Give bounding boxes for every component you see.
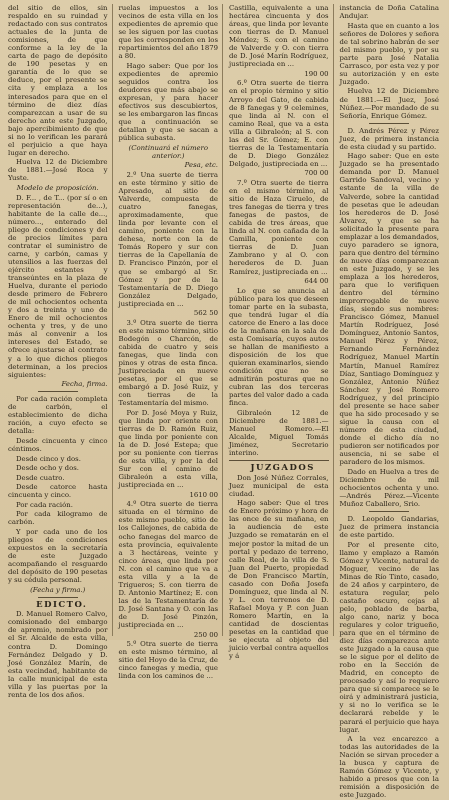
paragraph: Modelo de proposición.	[16, 184, 99, 193]
divider	[369, 123, 409, 124]
paragraph: (Continuará el número anterior.)	[128, 143, 208, 160]
section-heading: EDICTO.	[36, 599, 88, 610]
column-1	[6, 4, 113, 699]
paragraph: Desde cincuenta y cinco céntimos.	[8, 436, 108, 453]
paragraph: Fecha, firma.	[61, 380, 108, 389]
divider	[38, 391, 78, 392]
paragraph: Don José Núñez Corrales, Juez municipal de esta ciudad.	[229, 473, 329, 498]
amount-row	[119, 309, 219, 317]
column-3	[227, 4, 334, 661]
amount-row	[229, 169, 329, 177]
paragraph: 4.º Otra suerte de tierra situada en el término de este mismo pueblo, sitio de los Callejones, de cabida de ocho fanegas del marco de esta provincia, equivalente a 3 hectáreas, veinte y cinco áreas, que linda por N. con el camino que va a esta villa y a la de Trigueros; S. con tierra de D. Antonio Martínez; E. con las de la Testamentaría de D. José Santana y O. con las de D. José Pinzón, justipreciada en ...	[118, 500, 218, 630]
paragraph: Hago saber: Que en este Juzgado se ha presentado demanda por D. Manuel Garrido Sandoval, vecino y estante de la villa de Valverde, sobre la cantidad de pesetas que le adeudan los herederos de D. José Álvarez, y que se ha solicitado la presente para emplazar a los demandados, cuyo paradero se ignora, para que dentro del término de nueve días comparezcan en este Juzgado, y se les emplaza a los herederos, para que lo verifiquen dentro del término improrrogable de nueve días, siendo sus nombres: Francisco Gómez, Manuel Martín Rodríguez, José Domínguez, Antonio Santos, Manuel Pérez y Pérez, Fernando Fernández Rodríguez, Manuel Martín Martín, Manuel Ramírez Díaz, Santiago Domínguez y González, Antonio Núñez Sánchez y José Romero Rodríguez, y del principio del presente se hace saber que ha sido procesado y se sigue la causa con el número de esta ciudad, donde el dicho día no pudieron ser notificados por ausencia, ni se sabe el paradero de los mismos.	[339, 152, 439, 467]
column-4	[338, 4, 444, 800]
paragraph: Castilla, equivalente a una hectárea cincuenta y dos áreas, que linda por levante con tierras de D. Manuel Méndez; S. con el camino de Valverde y O. con tierra de D. José Marín Rodríguez, justipreciada en ...	[229, 4, 329, 69]
paragraph: Hago saber: Que por los expedientes de apremio seguidos contra los deudores que más abajo se expresan, y para hacer efectivos sus descubiertos, se les embargaron las fincas que a continuación se detallan y que se sacan a pública subasta.	[118, 61, 218, 143]
paragraph: 3.º Otra suerte de tierra en este mismo término, sitio Bodegón o Charcón, de cabida de cuatro y seis fanegas, que linda con pinos y otras de esta finca. Justipreciada en nueve pesetas, por el que se embargó a D. José Ruiz, y con tierras de la Testamentaría del mismo.	[118, 318, 218, 408]
column-2	[117, 4, 224, 681]
paragraph: Pesa, etc.	[184, 161, 218, 170]
paragraph: D. F... , de T... (por sí o en representación de...), habitante de la calle de..., número..., enterado del pliego de condiciones y del de precios límites para contratar el suministro de carne, y carbón, camas y utensilios a las fuerzas del ejército estantes y transeúntes en la plaza de Huelva, durante el periodo desde primero de Febrero de mil ochocientos ochenta y dos a treinta y uno de Enero de mil ochocientos ochenta y tres, y de uno más al convenir a los intereses del Estado, se ofrece ajustarse al contrato y a lo que dichos pliegos determinan, a los precios siguientes:	[8, 193, 108, 379]
paragraph: 5.º Otra suerte de tierra en este mismo término, al sitio del Hoyo de la Cruz, de cinco fanegas y media, que linda con los caminos de ...	[118, 640, 218, 681]
paragraph: D. Manuel Romero Calvo, comisionado del embargo de apremio, nombrado por el Sr. Alcalde de esta villa, contra D. Domingo Fernández Delgado y D. José González Marín, de esta vecindad, habitante de la calle municipal de esta villa y las puertas por la renta de los dos años.	[8, 610, 108, 699]
paragraph: Por D. José Moya y Ruiz, que linda por oriente con tierras de D. Ramón Ruiz, que linda por poniente con la de D. José Estepa; que por su poniente con tierras de esta villa, y por la del Sur con el camino de Gibraleón a esta villa, justipreciada en ...	[118, 408, 218, 490]
amount-row	[229, 277, 329, 285]
paragraph: Desde catorce hasta cincuenta y cinco.	[8, 483, 108, 500]
amount-row	[119, 631, 219, 639]
paragraph: 2.º Una suerte de tierra en este término y sitio de Apresado, al sitio de Valverde, compuesta de cuatro fanegas, aproximadamente, que linda por levante con el camino, poniente con la dehesa, norte con la de Tomás Ropero y sur con tierras de la Capellanía de D. Francisco Pinzón, por el que se embargó al Sr. Gómez y por de la Testamentaría de D. Diego González Delgado, justipreciada en ...	[118, 170, 218, 308]
paragraph: ruelas impuestos a los vecinos de esta villa en los expedientes de apremio que se les siguen por las cuotas que les corresponden en los repartimientos del año 1879 a 80.	[118, 4, 218, 61]
paragraph: Por cada kilogramo de carbón.	[8, 510, 108, 527]
amount: 700 00	[304, 169, 329, 178]
paragraph: Por cada ración completa de carbón, el establecimiento de dicha ración, a cuyo efecto se detalla:	[8, 395, 108, 436]
paragraph: (Fecha y firma.)	[30, 585, 86, 594]
paragraph: Y por cada uno de los pliegos de condiciones expuestos en la secretaría de este Juzgado acompañando el resguardo del depósito de 190 pesetas y su cédula personal.	[8, 527, 108, 585]
paragraph: Huelva 12 de Diciembre de 1881.—El Juez, José Núñez.—Por mandado de su Señoría, Enrique Gómez.	[339, 87, 439, 120]
divider	[38, 597, 78, 598]
paragraph: D. Leopoldo Gandarias, Juez de primera instancia de este partido.	[339, 514, 439, 539]
paragraph: Hago saber: Que el tres de Enero próximo y hora de las once de su mañana, en la audiencia de este Juzgado se rematarán en el mejor postor la mitad de un portal y pedazo de terreno, calle Real, de la villa de S. Juan del Puerto, propiedad de Don Francisco Martín, casado con Doña Josefa Domínguez, que linda al N. y L. con terrenos de D. Rafael Moya y P. con Juan Romero Martín, en la cantidad de doscientas pesetas en la cantidad que se ejecuta al objeto del juicio verbal contra aquellos y á	[229, 499, 329, 661]
paragraph: del sitio de ellos, sin respaldo en su ruindad y redactado con sus contratos actuales de la junta de comisiones, de que conforme a la ley de la carta de pago de depósito de 190 pesetas y en garantía de lo que se deduce, por el presente se cita y emplaza a los interesados para que en el término de diez días comparezcan a usar de su derecho ante este Juzgado, bajo apercibimiento de que si no lo verifican les parará el perjuicio a que haya lugar en derecho.	[8, 4, 108, 157]
paragraph: Desde cuatro.	[16, 473, 65, 482]
section-heading: JUZGADOS	[250, 463, 315, 474]
paragraph: Por cada ración.	[16, 500, 73, 509]
paragraph: instancia de Doña Catalina Andujar.	[339, 4, 439, 21]
paragraph: 7.º Otra suerte de tierra en el mismo término, al sitio de Haza Ciruelo, de tres fanegas de tierra y tres fanegas de pastos, de cabida de tres áreas, que linda al N. con cañada de la Camilla, poniente con tierras de D. Juan Zambrano y al O. con herederos de D. Juan Ramírez, justipreciada en ...	[229, 178, 329, 276]
paragraph: 6.º Otra suerte de tierra en el propio término y sitio Arroyo del Gato, de cabida de 8 fanegas y 9 celemines, que linda al N. con el camino Real, que va a esta villa a Gibraleón; al S. con las del Sr. Gómez; E. con tierras de la Testamentaría de D. Diego González Delgado, justipreciada en ...	[229, 79, 329, 168]
paragraph: D. Andrés Pérez y Pérez Juez, de primera instancia de esta ciudad y su partido.	[339, 126, 439, 151]
paragraph: Hasta que en cuanto a los señores de Dolores y señora de tal sobrino habrán de ser del mismo pueblo, y por su parte para José Natalia Carrasco, por esta vez y por su autorización y en este Juzgado.	[339, 21, 439, 86]
amount: 190 00	[304, 69, 329, 78]
paragraph: A la vez encarezco a todas las autoridades de la Nación se sirvan proceder a la busca y captura de Ramón Gómez y Vicente, y habido a presos que con la remisión a disposición de este Juzgado.	[339, 735, 439, 800]
paragraph: Desde cinco y dos.	[16, 454, 81, 463]
divider	[369, 511, 409, 512]
amount-row	[119, 491, 219, 499]
amount: 250 00	[193, 630, 218, 639]
paragraph: Desde ocho y dos.	[16, 464, 79, 473]
amount: 1610 00	[189, 490, 218, 499]
paragraph: Huelva 12 de Diciembre de 1881.—José Roca y Yuste.	[8, 158, 108, 183]
amount: 562 50	[193, 309, 218, 318]
paragraph: Lo que se anuncia al público para los que deseen tomar parte en la subasta, que tendrá lugar el día catorce de Enero a las doce de la mañana en la sala de esta Comisaría, cuyos autos se hallan de manifiesto a disposición de los que quieran examinarlos, siendo condición que no se admitirán posturas que no cubran las dos terceras partes del valor dado a cada finca.	[229, 286, 329, 408]
paragraph: Dado en Huelva a tres de Diciembre de mil ochocientos ochenta y uno.—Andrés Pérez.—Vicente Muñoz Caballero, Srio.	[339, 467, 439, 508]
amount: 644 00	[304, 277, 329, 286]
divider	[229, 460, 329, 461]
amount-row	[229, 70, 329, 78]
paragraph: Por el presente cito, llamo y emplazo a Ramón Gómez y Vicente, natural de Moguer, vecino de las Minas de Río Tinto, casado, de 24 años y carpintero, de estatura regular, pelo castaño oscuro, cejas al pelo, poblado de barba, algo cano, nariz y boca regulares y color trigueño, para que en el término de diez días comparezca ante este Juzgado a la causa que se le sigue por el delito de robo en la Sección de Madrid, en concepto de procesado y así lo requiero para que si comparece se le oirá y administrará justicia, y si no lo verifica se le declarará rebelde y le parará el perjuicio que haya lugar.	[339, 540, 439, 734]
paragraph: Gibraleón 12 de Diciembre de 1881.—Manuel Romero.—El Alcalde, Miguel Tomás Jiménez, Secretario interino.	[229, 408, 329, 458]
